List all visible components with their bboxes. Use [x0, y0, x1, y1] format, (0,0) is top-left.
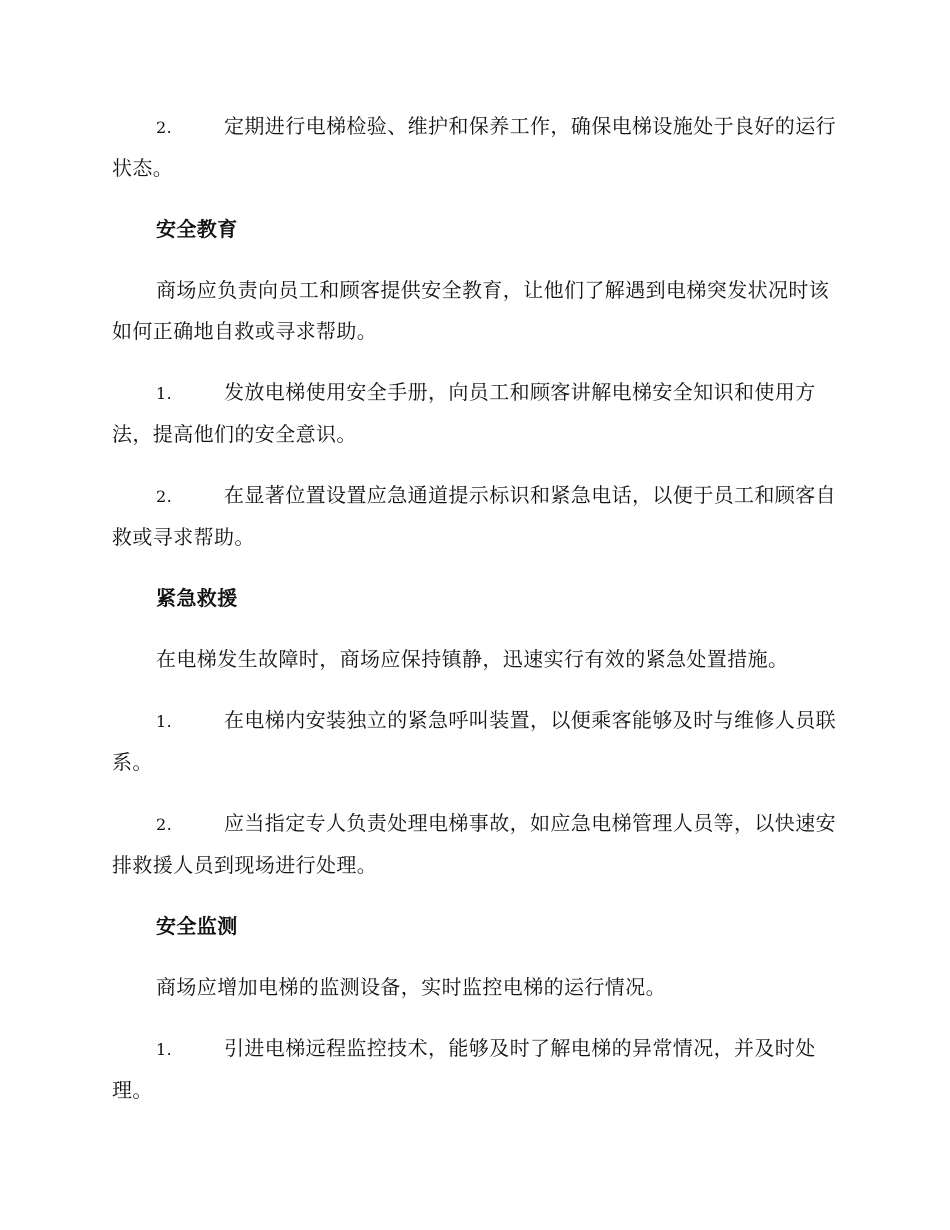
paragraph-emergency-rescue: 在电梯发生故障时，商场应保持镇静，迅速实行有效的紧急处置措施。 — [156, 647, 789, 671]
list-number: 1. — [156, 712, 173, 731]
section-heading-emergency-rescue: 紧急救援 — [156, 586, 238, 610]
document-body — [112, 106, 836, 1131]
list-number: 2. — [156, 487, 173, 506]
paragraph-safety-education: 商场应负责向员工和顾客提供安全教育，让他们了解遇到电梯突发状况时该如何正确地自救或寻求帮助。 — [112, 278, 830, 343]
list-item-safety-manual — [112, 372, 836, 455]
list-item-text: 在显著位置设置应急通道提示标识和紧急电话，以便于员工和顾客自救或寻求帮助。 — [112, 483, 836, 549]
section-heading-safety-monitoring: 安全监测 — [156, 914, 238, 938]
list-number: 2. — [156, 118, 173, 137]
paragraph-safety-monitoring: 商场应增加电梯的监测设备，实时监控电梯的运行情况。 — [156, 975, 666, 999]
list-number: 1. — [156, 1040, 173, 1059]
list-item-text: 在电梯内安装独立的紧急呼叫装置，以便乘客能够及时与维修人员联系。 — [112, 708, 836, 774]
list-item-text: 应当指定专人负责处理电梯事故，如应急电梯管理人员等，以快速安排救援人员到现场进行处理。 — [112, 811, 836, 877]
list-item-text: 定期进行电梯检验、维护和保养工作，确保电梯设施处于良好的运行状态。 — [112, 114, 836, 180]
list-item-designated-staff — [112, 803, 836, 886]
list-item-emergency-call — [112, 700, 836, 783]
list-item-remote-monitoring — [112, 1028, 836, 1111]
list-item-maintenance — [112, 106, 836, 189]
list-number: 1. — [156, 384, 173, 403]
list-item-emergency-signs — [112, 475, 836, 558]
list-item-text: 引进电梯远程监控技术，能够及时了解电梯的异常情况，并及时处理。 — [112, 1036, 816, 1102]
section-heading-safety-education: 安全教育 — [156, 217, 238, 241]
list-number: 2. — [156, 815, 173, 834]
list-item-text: 发放电梯使用安全手册，向员工和顾客讲解电梯安全知识和使用方法，提高他们的安全意识。 — [112, 380, 816, 446]
